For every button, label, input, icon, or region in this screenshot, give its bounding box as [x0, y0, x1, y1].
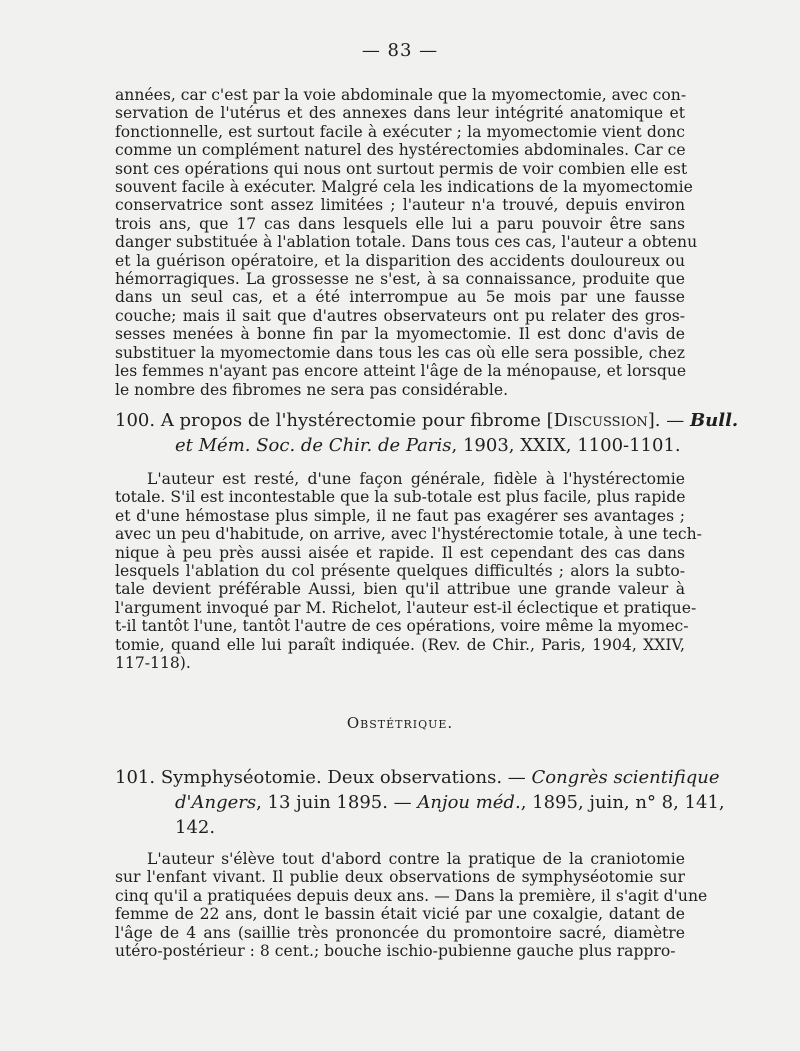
text-line: L'auteur est resté, d'une façon générale, fidèle à l'hystérectomie — [147, 470, 685, 488]
entry-101-title: Symphyséotomie. Deux observations. — — [160, 767, 532, 788]
entry-100-abstract — [115, 470, 702, 673]
text-line: les femmes n'ayant pas encore atteint l'âge de la ménopause, et lorsque — [115, 362, 687, 381]
intro-paragraph — [115, 86, 698, 399]
text-line: avec un peu d'habitude, on arrive, avec l'hystérectomie totale, à une tech- — [115, 525, 702, 544]
text-line: tomie, quand elle lui paraît indiquée. (Rev. de Chir., Paris, 1904, XXIV, — [115, 635, 685, 654]
text-line: trois ans, que 17 cas dans lesquels elle lui a paru pouvoir être sans — [115, 214, 685, 233]
text-line: sur l'enfant vivant. Il publie deux observations de symphyséotomie sur — [115, 868, 685, 887]
text-line: substituer la myomectomie dans tous les cas où elle sera possible, chez — [115, 343, 685, 362]
section-title: Obstétrique. — [346, 714, 454, 732]
text-line: et la guérison opératoire, et la disparition des accidents douloureux ou — [115, 251, 685, 270]
entry-101-details: , 1895, juin, n° 8, 141, — [520, 792, 725, 813]
text-line: danger substituée à l'ablation totale. Dans tous ces cas, l'auteur a obtenu — [115, 233, 698, 252]
entry-100-heading — [115, 408, 739, 458]
text-line: souvent facile à exécuter. Malgré cela les indications de la myomectomie — [115, 178, 693, 197]
text-line: hémorragiques. La grossesse ne s'est, à sa connaissance, produite que — [115, 270, 685, 289]
text-line: le nombre des fibromes ne sera pas considérable. — [115, 380, 509, 399]
text-line: cinq qu'il a pratiquées depuis deux ans. — Dans la première, il s'agit d'une — [115, 886, 708, 905]
entry-100-details: , 1903, XXIX, 1100-1101. — [451, 435, 681, 456]
entry-101-congress-line2: d'Angers — [175, 792, 257, 813]
entry-101-congress: Congrès scientifique — [531, 767, 720, 788]
text-line: lesquels l'ablation du col présente quelques difficultés ; alors la subto- — [115, 562, 685, 581]
text-line: années, car c'est par la voie abdominale que la myomectomie, avec con- — [115, 86, 687, 104]
entry-101-number: 101. — [115, 767, 156, 788]
text-line: utéro-postérieur : 8 cent.; bouche ischio-pubienne gauche plus rappro- — [115, 942, 676, 961]
text-line: conservatrice sont assez limitées ; l'auteur n'a trouvé, depuis environ — [115, 196, 685, 215]
text-line: l'argument invoqué par M. Richelot, l'auteur est-il éclectique et pratique- — [115, 598, 697, 617]
text-line: totale. S'il est incontestable que la sub-totale est plus facile, plus rapide — [115, 488, 686, 507]
text-line: comme un complément naturel des hystérectomies abdominales. Car ce — [115, 141, 686, 160]
entry-100-discussion: Discussion — [553, 410, 648, 431]
text-line: 117-118). — [115, 654, 191, 673]
text-line: sesses menées à bonne fin par la myomectomie. Il est donc d'avis de — [115, 325, 685, 344]
entry-101-journal: Anjou méd. — [417, 792, 521, 813]
text-line: servation de l'utérus et des annexes dans leur intégrité anatomique et — [115, 104, 685, 123]
entry-100-number: 100. — [115, 410, 156, 431]
text-line: couche; mais il sait que d'autres observateurs ont pu relater des gros- — [115, 306, 685, 325]
text-line: tale devient préférable Aussi, bien qu'il attribue une grande valeur à — [115, 580, 685, 599]
text-line: et d'une hémostase plus simple, il ne faut pas exagérer ses avantages ; — [115, 506, 685, 525]
entry-101-date: , 13 juin 1895. — — [256, 792, 418, 813]
page-number: — 83 — — [361, 40, 439, 61]
entry-101-details-line3: 142. — [175, 817, 216, 838]
text-line: fonctionnelle, est surtout facile à exécuter ; la myomectomie vient donc — [115, 122, 685, 141]
text-line: L'auteur s'élève tout d'abord contre la pratique de la craniotomie — [147, 850, 685, 868]
text-line: l'âge de 4 ans (saillie très prononcée du promontoire sacré, diamètre — [115, 923, 685, 942]
entry-100-title-part1: A propos de l'hystérectomie pour fibrome [ — [160, 410, 554, 431]
text-line: dans un seul cas, et a été interrompue au 5e mois par une fausse — [115, 288, 685, 307]
entry-101-abstract — [115, 850, 708, 961]
entry-100-journal: Bull. — [689, 410, 739, 431]
entry-101-heading — [115, 765, 725, 840]
text-line: t-il tantôt l'une, tantôt l'autre de ces opérations, voire même la myomec- — [115, 617, 689, 636]
entry-100-journal-line2: et Mém. Soc. de Chir. de Paris — [175, 435, 452, 456]
text-line: nique à peu près aussi aisée et rapide. Il est cependant des cas dans — [115, 543, 685, 562]
text-line: femme de 22 ans, dont le bassin était vicié par une coxalgie, datant de — [115, 905, 685, 924]
text-line: sont ces opérations qui nous ont surtout permis de voir combien elle est — [115, 159, 688, 178]
entry-100-title-part2: ]. — — [647, 410, 690, 431]
